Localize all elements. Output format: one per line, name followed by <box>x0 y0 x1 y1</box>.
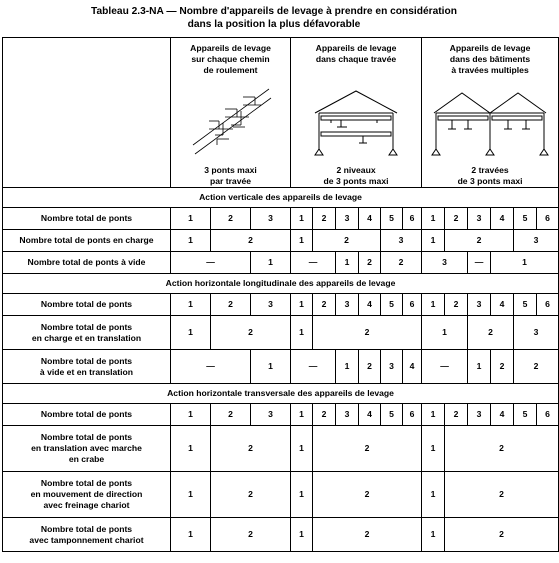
cell: 1 <box>291 208 313 230</box>
cell: 2 <box>313 404 336 426</box>
crane-runway-diagram-icon <box>171 83 290 161</box>
header-span-subtitle: 2 niveaux de 3 ponts maxi <box>323 165 389 186</box>
cell: 2 <box>514 350 559 384</box>
cell: 3 <box>336 208 359 230</box>
cell: — <box>171 350 251 384</box>
cell: 6 <box>403 404 422 426</box>
section-transversal: Action horizontale transversale des appareils de levage <box>3 384 559 404</box>
cell: 2 <box>211 518 291 552</box>
cell: 1 <box>291 404 313 426</box>
cell: 1 <box>171 518 211 552</box>
cell: 2 <box>211 208 251 230</box>
cell: 1 <box>171 472 211 518</box>
cell: 2 <box>313 208 336 230</box>
cell: — <box>171 252 251 274</box>
caption-line-1: Tableau 2.3-NA — Nombre d'appareils de levage à prendre en considération <box>91 6 457 17</box>
cell: 1 <box>422 208 445 230</box>
cell: 1 <box>291 316 313 350</box>
cell: 4 <box>491 294 514 316</box>
cell: 3 <box>514 230 559 252</box>
cell: 6 <box>537 294 559 316</box>
cell: 2 <box>359 350 381 384</box>
cell: 1 <box>336 252 359 274</box>
cell: 1 <box>422 316 468 350</box>
cell: 1 <box>336 350 359 384</box>
cell: 5 <box>514 208 537 230</box>
two-level-hall-diagram-icon <box>291 83 421 161</box>
cell: 4 <box>491 404 514 426</box>
cell: 1 <box>422 472 445 518</box>
cell: 1 <box>171 208 211 230</box>
row-label-total: Nombre total de ponts <box>3 208 171 230</box>
header-multispan-title: Appareils de levage dans des bâtiments à travées multiples <box>449 43 531 75</box>
cell: 3 <box>468 294 491 316</box>
cell: 6 <box>403 294 422 316</box>
row-label-vide: Nombre total de ponts à vide <box>3 252 171 274</box>
header-runway-subtitle: 3 ponts maxi par travée <box>204 165 257 186</box>
cell: 1 <box>291 294 313 316</box>
cell: 4 <box>403 350 422 384</box>
cell: 1 <box>422 518 445 552</box>
cell: 2 <box>445 518 559 552</box>
cell: 3 <box>514 316 559 350</box>
section-vertical: Action verticale des appareils de levage <box>3 188 559 208</box>
cell: 6 <box>537 404 559 426</box>
cell: 3 <box>336 294 359 316</box>
cell: 2 <box>313 472 422 518</box>
cell: 4 <box>359 404 381 426</box>
cell: 4 <box>359 294 381 316</box>
header-multispan <box>422 38 559 188</box>
cell: 1 <box>291 426 313 472</box>
row-label-total: Nombre total de ponts <box>3 294 171 316</box>
cell: 2 <box>313 316 422 350</box>
cell: 1 <box>291 518 313 552</box>
cell: 3 <box>336 404 359 426</box>
cell: 2 <box>445 404 468 426</box>
cell: 2 <box>313 518 422 552</box>
cell: 5 <box>381 404 403 426</box>
row-label-vide-translation: Nombre total de ponts à vide et en translation <box>3 350 171 384</box>
row-label-charge-translation: Nombre total de ponts en charge et en translation <box>3 316 171 350</box>
cell: 2 <box>445 472 559 518</box>
cell: 2 <box>468 316 514 350</box>
cell: 4 <box>491 208 514 230</box>
cell: 2 <box>445 230 514 252</box>
cell: 5 <box>381 294 403 316</box>
cell: 3 <box>468 208 491 230</box>
cell: 1 <box>491 252 559 274</box>
cell: 2 <box>445 208 468 230</box>
cell: 1 <box>291 472 313 518</box>
section-longitudinal: Action horizontale longitudinale des appareils de levage <box>3 274 559 294</box>
cell: 1 <box>422 294 445 316</box>
cell: 1 <box>171 230 211 252</box>
cell: 2 <box>211 316 291 350</box>
cell: 5 <box>381 208 403 230</box>
header-multispan-subtitle: 2 travées de 3 ponts maxi <box>457 165 523 186</box>
row-label-tamponnement: Nombre total de ponts avec tamponnement chariot <box>3 518 171 552</box>
cell: 1 <box>171 426 211 472</box>
cell: 1 <box>251 252 291 274</box>
cell: 2 <box>211 294 251 316</box>
cell: 6 <box>403 208 422 230</box>
cell: 6 <box>537 208 559 230</box>
cell: 2 <box>211 230 291 252</box>
cell: 3 <box>251 404 291 426</box>
cell: 2 <box>211 426 291 472</box>
cell: 3 <box>468 404 491 426</box>
cell: 3 <box>381 230 422 252</box>
cell: 2 <box>491 350 514 384</box>
header-span <box>291 38 422 188</box>
header-span-title: Appareils de levage dans chaque travée <box>315 43 397 64</box>
cell: 3 <box>381 350 403 384</box>
cell: 3 <box>251 208 291 230</box>
cell: — <box>422 350 468 384</box>
cell: 1 <box>171 294 211 316</box>
cell: 1 <box>468 350 491 384</box>
cell: 2 <box>313 426 422 472</box>
cell: — <box>291 252 336 274</box>
cell: — <box>468 252 491 274</box>
cell: 2 <box>313 294 336 316</box>
cell: 5 <box>514 404 537 426</box>
header-runway-title: Appareils de levage sur chaque chemin de roulement <box>190 43 271 75</box>
cell: 1 <box>422 230 445 252</box>
cell: 2 <box>445 294 468 316</box>
empty-corner-cell <box>3 38 171 188</box>
cell: 1 <box>422 404 445 426</box>
cell: 3 <box>422 252 468 274</box>
caption-line-2: dans la position la plus défavorable <box>187 19 361 30</box>
cell: 2 <box>445 426 559 472</box>
cell: 2 <box>211 404 251 426</box>
cell: 2 <box>211 472 291 518</box>
row-label-freinage: Nombre total de ponts en mouvement de direction avec freinage chariot <box>3 472 171 518</box>
crane-count-table <box>2 37 559 552</box>
cell: 5 <box>514 294 537 316</box>
cell: 1 <box>291 230 313 252</box>
table-caption <box>0 5 548 31</box>
cell: 1 <box>422 426 445 472</box>
row-label-charge: Nombre total de ponts en charge <box>3 230 171 252</box>
cell: 2 <box>359 252 381 274</box>
cell: 1 <box>251 350 291 384</box>
row-label-crabe: Nombre total de ponts en translation avec marche en crabe <box>3 426 171 472</box>
cell: 2 <box>313 230 381 252</box>
cell: 1 <box>171 404 211 426</box>
header-runway <box>171 38 291 188</box>
cell: — <box>291 350 336 384</box>
cell: 4 <box>359 208 381 230</box>
row-label-total: Nombre total de ponts <box>3 404 171 426</box>
cell: 3 <box>251 294 291 316</box>
multi-span-hall-diagram-icon <box>422 83 558 161</box>
cell: 2 <box>381 252 422 274</box>
cell: 1 <box>171 316 211 350</box>
